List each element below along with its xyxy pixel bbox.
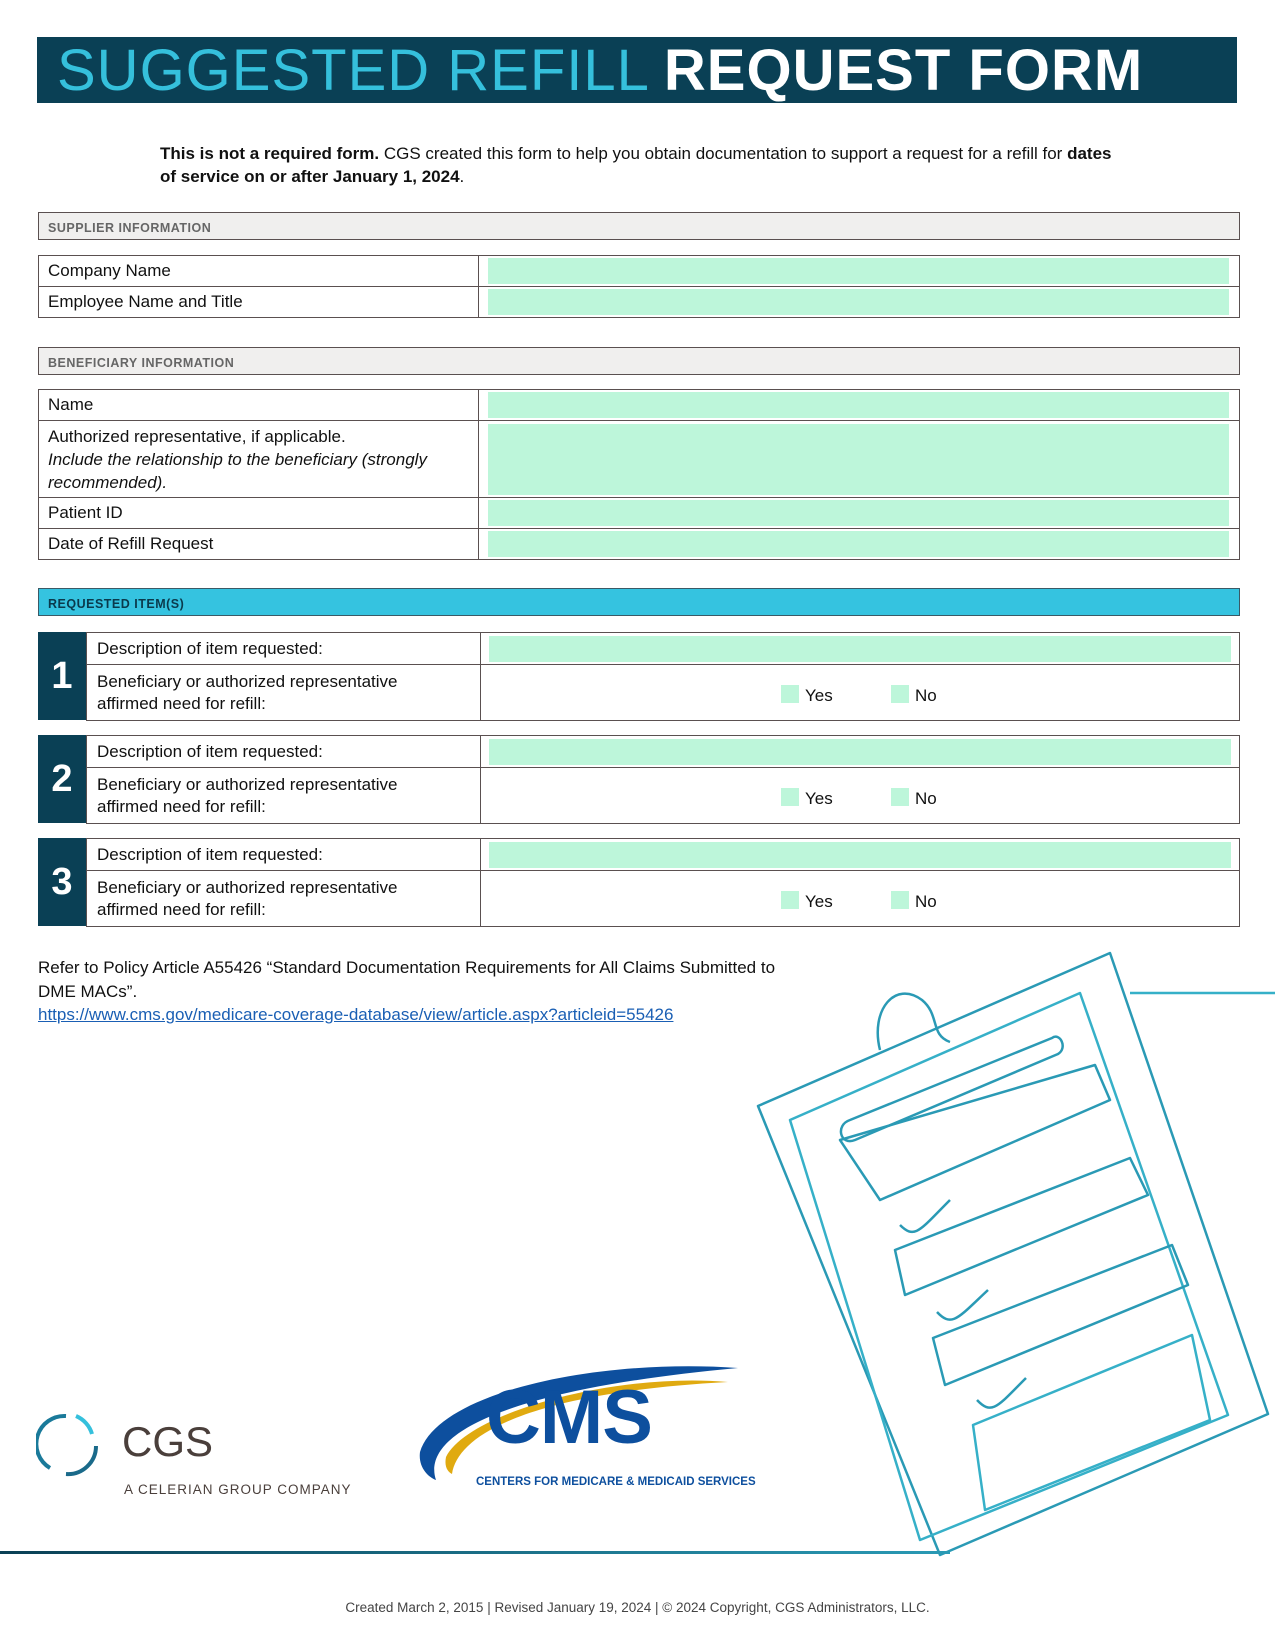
name-label: Name [39,390,479,421]
cgs-ring-icon [36,1410,106,1480]
yes-option[interactable] [781,788,833,809]
beneficiary-table [38,389,1240,560]
no-checkbox[interactable] [891,788,909,806]
policy-link[interactable]: https://www.cms.gov/medicare-coverage-database/view/article.aspx?articleid=55426 [38,1005,674,1024]
date-input[interactable] [488,531,1229,557]
supplier-table [38,255,1240,318]
no-checkbox[interactable] [891,685,909,703]
item-number: 2 [38,735,86,823]
patient-id-label: Patient ID [39,498,479,529]
auth-rep-label: Authorized representative, if applicable. [48,426,346,446]
description-input[interactable] [489,739,1231,765]
auth-rep-input[interactable] [488,424,1229,495]
cgs-wordmark: CGS [122,1418,214,1465]
intro-dates: dates of service on or after January 1, 2024 [160,144,1112,186]
employee-name-input[interactable] [488,289,1229,315]
patient-id-input[interactable] [488,500,1229,526]
cms-logo [418,1362,798,1492]
date-label: Date of Refill Request [39,529,479,560]
yes-checkbox[interactable] [781,788,799,806]
intro-end: . [459,167,465,186]
affirm-label: Beneficiary or authorized representative [97,671,398,691]
clipboard-illustration [740,940,1275,1560]
intro-bold: This is not a required form. [160,144,380,163]
auth-rep-note: Include the relationship to the beneficiary (strongly recommended). [48,449,427,492]
company-name-label: Company Name [39,256,479,287]
requested-item [38,838,1240,926]
employee-name-label: Employee Name and Title [39,287,479,318]
item-number: 3 [38,838,86,926]
title-light: SUGGESTED REFILL [57,37,650,103]
no-option[interactable] [891,788,937,809]
footer-divider [0,1551,950,1554]
description-label: Description of item requested: [87,633,481,665]
policy-reference [38,956,778,1027]
no-option[interactable] [891,891,937,912]
description-label: Description of item requested: [87,736,481,768]
section-requested-items: REQUESTED ITEM(S) [38,588,1240,616]
intro-text [160,142,1120,188]
affirm-label-2: affirmed need for refill: [97,693,266,713]
no-option[interactable] [891,685,937,706]
description-input[interactable] [489,842,1231,868]
affirm-label-2: affirmed need for refill: [97,796,266,816]
yes-label: Yes [805,686,833,705]
requested-item [38,735,1240,823]
yes-checkbox[interactable] [781,891,799,909]
form-title [37,37,1237,103]
reference-text: Refer to Policy Article A55426 “Standard Documentation Requirements for All Claims Submitted to DME MACs”. [38,958,776,1001]
intro-body: CGS created this form to help you obtain documentation to support a request for a refill for [379,144,1068,163]
item-number: 1 [38,632,86,720]
no-label: No [915,892,937,911]
name-input[interactable] [488,392,1229,418]
company-name-input[interactable] [488,258,1229,284]
affirm-label: Beneficiary or authorized representative [97,774,398,794]
section-beneficiary: BENEFICIARY INFORMATION [38,347,1240,375]
cgs-tagline: A CELERIAN GROUP COMPANY [124,1482,352,1497]
cms-tagline: CENTERS FOR MEDICARE & MEDICAID SERVICES [476,1476,756,1488]
title-bold: REQUEST FORM [663,37,1144,103]
yes-option[interactable] [781,685,833,706]
description-label: Description of item requested: [87,839,481,871]
yes-checkbox[interactable] [781,685,799,703]
yes-label: Yes [805,789,833,808]
footer-text: Created March 2, 2015 | Revised January 19, 2024 | © 2024 Copyright, CGS Administrators, LLC. [345,1600,930,1615]
no-checkbox[interactable] [891,891,909,909]
cgs-logo [36,1410,352,1497]
no-label: No [915,686,937,705]
description-input[interactable] [489,636,1231,662]
yes-label: Yes [805,892,833,911]
requested-item [38,632,1240,720]
section-supplier: SUPPLIER INFORMATION [38,212,1240,240]
affirm-label-2: affirmed need for refill: [97,899,266,919]
no-label: No [915,789,937,808]
cms-wordmark: CMS [486,1375,652,1460]
yes-option[interactable] [781,891,833,912]
affirm-label: Beneficiary or authorized representative [97,877,398,897]
